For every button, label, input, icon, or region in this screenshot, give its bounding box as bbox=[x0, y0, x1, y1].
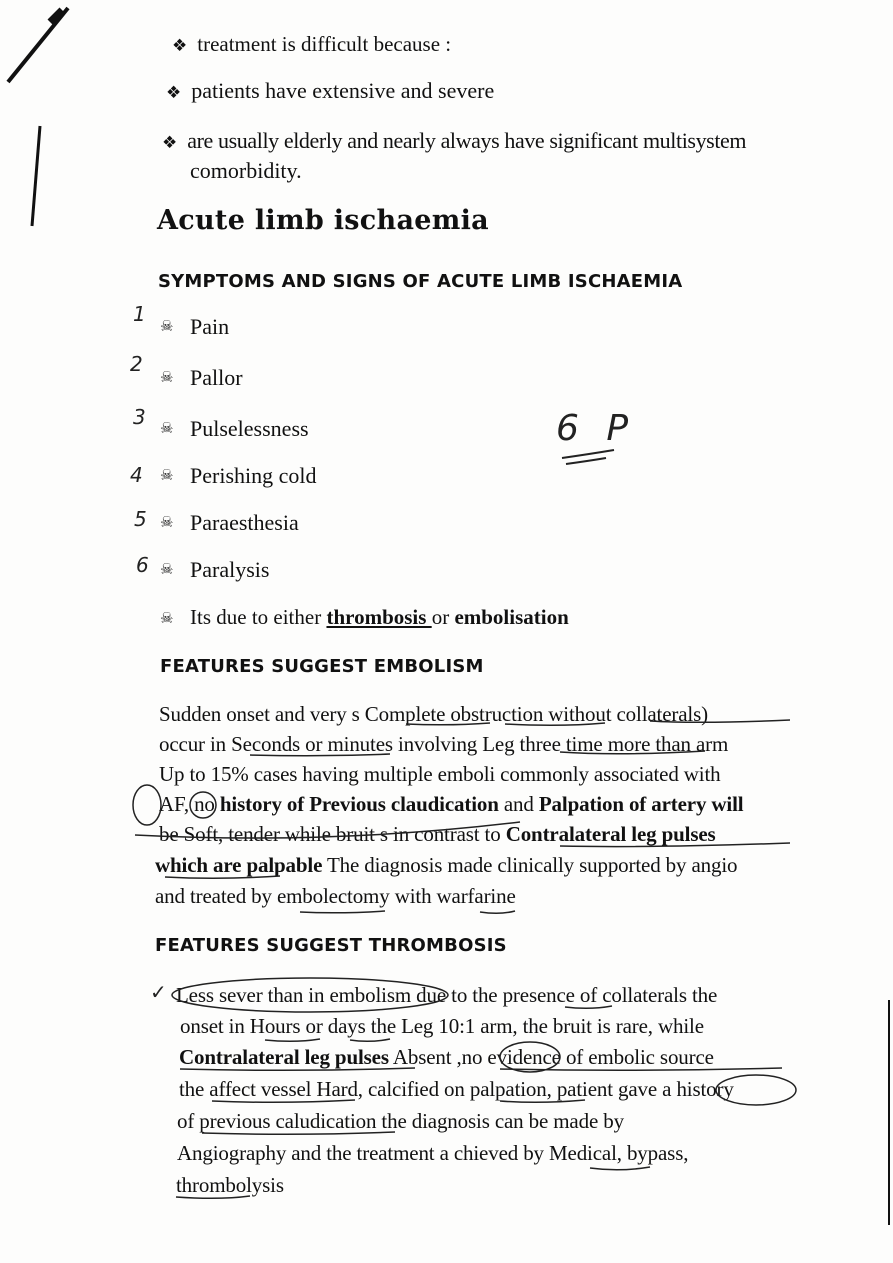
symptom-item: Paralysis bbox=[190, 557, 270, 582]
symptoms-heading: SYMPTOMS AND SIGNS OF ACUTE LIMB ISCHAEMIA bbox=[158, 271, 683, 292]
thrombosis-line-4: the affect vessel Hard, calcified on palpation, patient gave a history bbox=[179, 1077, 734, 1101]
thrombosis-line-1: Less sever than in embolism due to the presence of collaterals the bbox=[176, 983, 718, 1007]
embolism-line-6: which are palpable The diagnosis made clinically supported by angio bbox=[155, 853, 738, 877]
skull-bullet-icon: ☠ bbox=[160, 513, 174, 531]
symptom-item: Pulselessness bbox=[190, 416, 309, 441]
hand-number-5: 5 bbox=[134, 507, 147, 531]
thrombosis-heading: FEATURES SUGGEST THROMBOSIS bbox=[155, 935, 507, 956]
embolism-line-1: Sudden onset and very s Complete obstruction without collaterals) bbox=[159, 702, 708, 726]
diamond-bullet-icon: ❖ bbox=[166, 83, 182, 103]
skull-bullet-icon: ☠ bbox=[160, 609, 174, 627]
thrombosis-line-6: Angiography and the treatment a chieved by Medical, bypass, bbox=[177, 1141, 689, 1165]
skull-bullet-icon: ☠ bbox=[160, 466, 174, 484]
cause-line: Its due to either thrombosis or embolisation bbox=[190, 605, 569, 629]
thrombosis-line-3: Contralateral leg pulses Absent ,no evidence of embolic source bbox=[179, 1045, 714, 1069]
symptom-item: Perishing cold bbox=[190, 463, 317, 488]
diamond-bullet-icon: ❖ bbox=[162, 133, 178, 153]
skull-bullet-icon: ☠ bbox=[160, 560, 174, 578]
embolism-line-7: and treated by embolectomy with warfarine bbox=[155, 884, 516, 908]
hand-number-2: 2 bbox=[130, 352, 143, 376]
symptom-item: Paraesthesia bbox=[190, 510, 299, 535]
skull-bullet-icon: ☠ bbox=[160, 317, 174, 335]
thrombosis-line-2: onset in Hours or days the Leg 10:1 arm, the bruit is rare, while bbox=[180, 1014, 704, 1038]
intro-line-2: ❖ patients have extensive and severe bbox=[166, 78, 495, 103]
hand-number-1: 1 bbox=[133, 302, 146, 326]
page-title: Acute limb ischaemia bbox=[157, 205, 489, 236]
embolism-line-4: AF, no history of Previous claudication and Palpation of artery will bbox=[159, 792, 744, 816]
embolism-heading: FEATURES SUGGEST EMBOLISM bbox=[160, 656, 484, 677]
margin-pen-stroke-top bbox=[8, 8, 68, 82]
intro-line-3: ❖ are usually elderly and nearly always have significant multisystem bbox=[162, 128, 747, 153]
thrombosis-line-7: thrombolysis bbox=[176, 1173, 284, 1197]
thrombosis-line-5: of previous caludication the diagnosis can be made by bbox=[177, 1109, 624, 1133]
intro-line-3b: comorbidity. bbox=[190, 158, 302, 183]
skull-bullet-icon: ☠ bbox=[160, 368, 174, 386]
embolism-line-5: be Soft, tender while bruit s in contrast to Contralateral leg pulses bbox=[159, 822, 716, 846]
diamond-bullet-icon: ❖ bbox=[172, 36, 188, 56]
hand-number-3: 3 bbox=[133, 405, 146, 429]
margin-pen-stroke-left bbox=[32, 126, 40, 226]
check-mark-icon: ✓ bbox=[150, 980, 167, 1004]
symptom-item: Pallor bbox=[190, 365, 243, 390]
skull-bullet-icon: ☠ bbox=[160, 419, 174, 437]
embolism-line-2: occur in Seconds or minutes involving Leg three time more than arm bbox=[159, 732, 729, 756]
intro-line-1: ❖ treatment is difficult because : bbox=[172, 32, 452, 56]
margin-pen-stroke-top-thick bbox=[50, 10, 62, 22]
hand-number-6: 6 bbox=[136, 553, 149, 577]
symptom-item: Pain bbox=[190, 314, 230, 339]
embolism-line-3: Up to 15% cases having multiple emboli commonly associated with bbox=[159, 762, 721, 786]
hand-note-6p: 6 P bbox=[556, 408, 637, 449]
hand-number-4: 4 bbox=[130, 463, 143, 487]
